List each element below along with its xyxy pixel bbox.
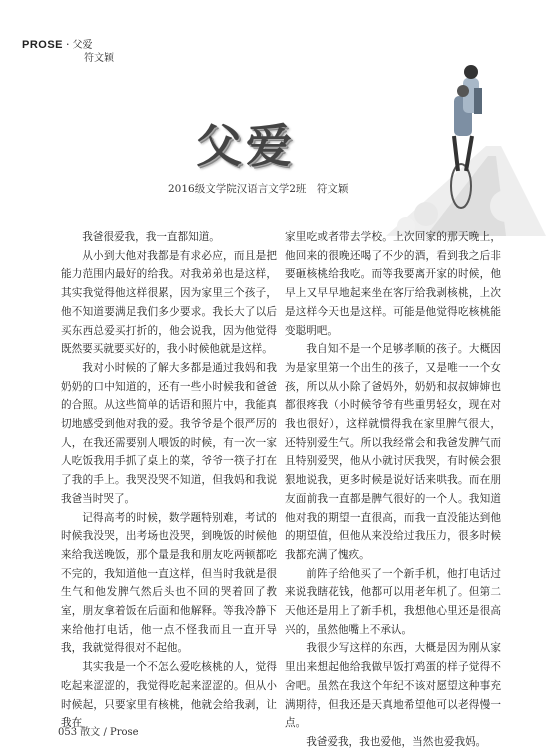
paragraph-continued: 家里吃或者带去学校。上次回家的那天晚上，他回来的很晚还喝了不少的酒，看到我之后非要砸核桃给我吃。而等我要离开家的时候，他早上又早早地起来坐在客厅给我剥核桃，上次是这样今天也是这样。可能是他觉得吃核桃能变聪明吧。	[285, 231, 501, 337]
page-number: 053	[58, 727, 78, 738]
running-header	[22, 36, 93, 51]
paragraph: 我自知不是一个足够孝顺的孩子。大概因为是家里第一个出生的孩子，又是唯一一个女孩，所以从小除了爸妈外，奶奶和叔叔婶婶也都很疼我（小时候爷爷有些重男轻女，现在对我也很好），这样就惯得我在家里脾气很大，还特别爱生气。所以我经常会和我爸发脾气而且特别爱哭，他从小就讨厌我哭，有时候会狠狠地说我，更多时候是说好话来哄我。而在朋友面前我一直都是脾气很好的一个人。我知道他对我的期望一直很高，而我一直没能达到他的期望值，但他从来没给过我压力，很多时候我都充满了愧疚。	[285, 343, 501, 561]
footer-label: 散文 / Prose	[80, 727, 139, 738]
header-author: 符文颖	[84, 53, 114, 64]
paragraph: 我对小时候的了解大多都是通过我妈和我奶奶的口中知道的，还有一些小时候我和爸爸的合照。从这些简单的话语和照片中，我能真切地感受到他对我的爱。我爷爷是个很严厉的人，在我还需要别人喂饭的时候，有一次一家人吃饭我用手抓了桌上的菜，爷爷一筷子打在了我的手上。我哭没哭不知道，但我妈和我说我爸当时哭了。	[61, 361, 277, 505]
paragraph: 从小到大他对我都是有求必应，而且是把能力范围内最好的给我。对我弟弟也是这样，其实我觉得他这样很累，因为家里三个孩子，他不知道要满足我们多少要求。我长大了以后买东西总爱买打折的，他会说我，因为他觉得既然要买就要买好的，我小时候他就是这样。	[61, 249, 277, 356]
paragraph: 其实我是一个不怎么爱吃核桃的人，觉得吃起来涩涩的，我觉得吃起来涩涩的。但从小时候起，只要家里有核桃，他就会给我剥，让我在	[61, 661, 277, 730]
paragraph: 我爸爱我，我也爱他，当然也爱我妈。	[306, 735, 487, 748]
paragraph: 我爸很爱我，我一直都知道。	[82, 231, 220, 243]
paragraph: 记得高考的时候，数学题特别难，考试的时候我没哭，出考场也没哭，到晚饭的时候他来给我送晚饭，那个量是我和朋友吃两顿都吃不完的，我知道他一直这样，但当时我就是很生气和他发脾气然后头也不回的哭着回了教室，朋友拿着饭在后面和他解释。等我冷静下来给他打电话，他一点不怪我而且一直开导我，我就觉得很对不起他。	[61, 511, 277, 655]
article-title: 父爱	[196, 119, 296, 173]
paragraph: 我很少写这样的东西，大概是因为刚从家里出来想起他给我做早饭打鸡蛋的样子觉得不舍吧。虽然在我这个年纪不该对愿望这种事充满期待，但我还是天真地希望他可以老得慢一点。	[285, 642, 501, 730]
header-title: 父爱	[72, 40, 93, 51]
paragraph: 前阵子给他买了一个新手机，他打电话过来说我瞎花钱，他都可以用老年机了。但第二天他还是用上了新手机，我想他心里还是很高兴的，虽然他嘴上不承认。	[285, 567, 501, 636]
section-label: PROSE	[22, 39, 64, 51]
header-separator: ·	[66, 38, 70, 51]
cyclist-illustration	[366, 36, 546, 236]
left-column	[61, 228, 277, 733]
page-footer	[58, 723, 139, 738]
right-column	[285, 228, 501, 752]
article-byline: 2016级文学院汉语言文学2班 符文颖	[168, 183, 349, 195]
